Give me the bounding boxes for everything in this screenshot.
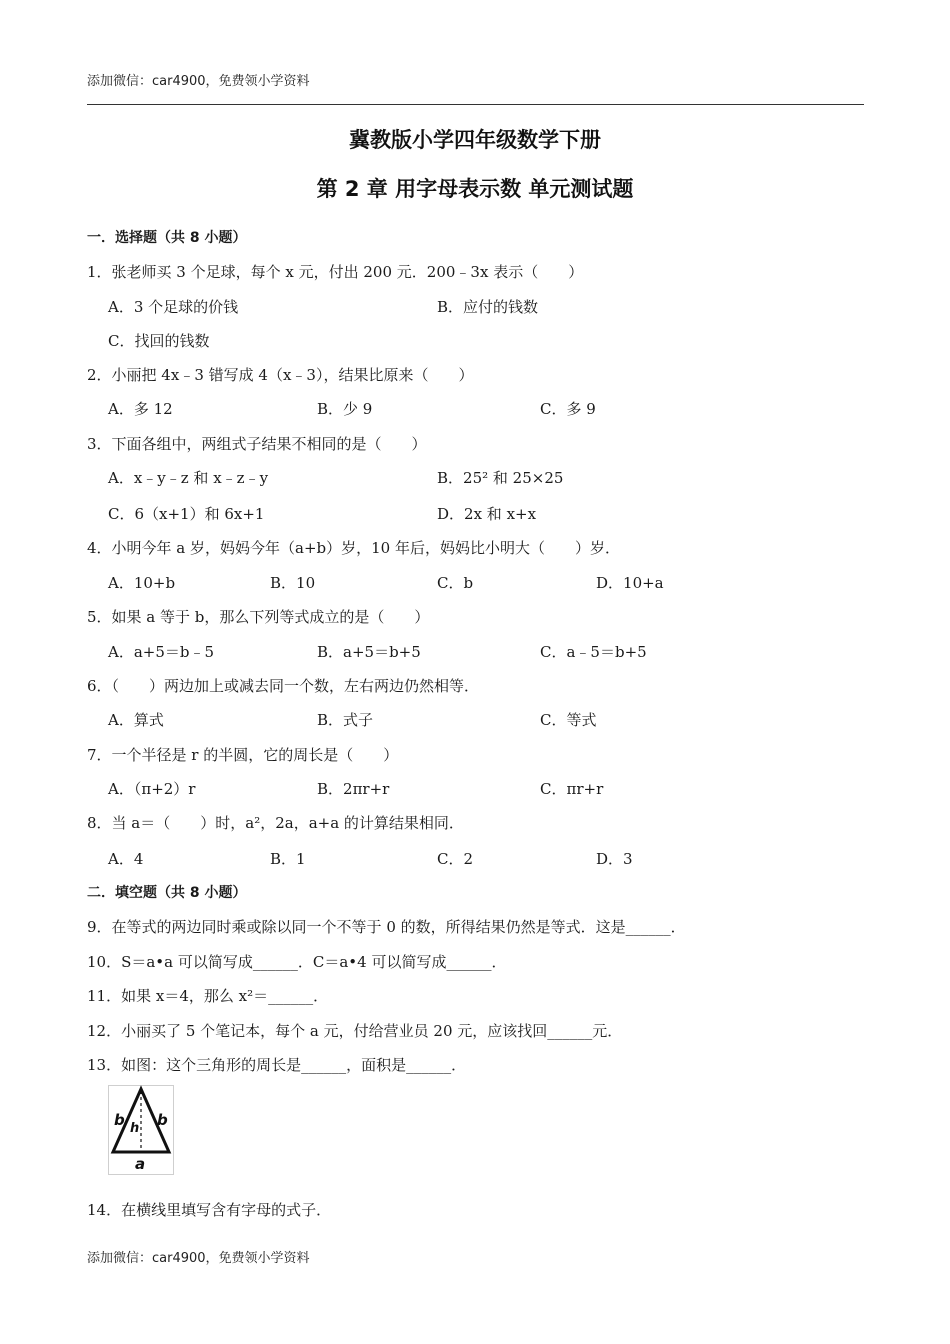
question-2-option-a: A．多 12 (108, 400, 173, 418)
question-2-option-c: C．多 9 (540, 400, 596, 418)
question-8: 8．当 a＝（ ）时，a²，2a，a+a 的计算结果相同． (87, 814, 464, 832)
question-10: 10．S＝a•a 可以简写成______．C＝a•4 可以简写成______． (87, 953, 507, 971)
question-9: 9．在等式的两边同时乘或除以同一个不等于 0 的数，所得结果仍然是等式．这是______． (87, 918, 686, 936)
question-4-option-c: C．b (437, 574, 474, 592)
question-2-option-b: B．少 9 (317, 400, 373, 418)
question-4-option-d: D．10+a (596, 574, 664, 592)
question-13: 13．如图：这个三角形的周长是______，面积是______． (87, 1056, 467, 1074)
question-12: 12．小丽买了 5 个笔记本，每个 a 元，付给营业员 20 元，应该找回______元． (87, 1022, 623, 1040)
question-1-option-b: B．应付的钱数 (437, 298, 539, 316)
label-side-left: b (114, 1111, 125, 1129)
label-base: a (135, 1155, 146, 1173)
page-title: 冀教版小学四年级数学下册 (349, 128, 601, 152)
question-5-option-c: C．a﹣5＝b+5 (540, 643, 647, 661)
question-6: 6．（ ）两边加上或减去同一个数，左右两边仍然相等． (87, 677, 480, 695)
question-4-option-a: A．10+b (108, 574, 176, 592)
question-6-option-a: A．算式 (108, 711, 164, 729)
question-8-option-d: D．3 (596, 850, 633, 868)
question-1-option-a: A．3 个足球的价钱 (108, 298, 239, 316)
label-side-right: b (157, 1111, 168, 1129)
triangle-figure (108, 1085, 174, 1175)
question-2: 2．小丽把 4x﹣3 错写成 4（x﹣3），结果比原来（ ） (87, 366, 474, 384)
question-6-option-c: C．等式 (540, 711, 597, 729)
page-subtitle: 第 2 章 用字母表示数 单元测试题 (316, 177, 634, 201)
question-7-option-b: B．2πr+r (317, 780, 390, 798)
question-5-option-b: B．a+5＝b+5 (317, 643, 421, 661)
question-8-option-a: A．4 (108, 850, 144, 868)
question-1-option-c: C．找回的钱数 (108, 332, 210, 350)
question-7: 7．一个半径是 r 的半圆，它的周长是（ ） (87, 746, 399, 764)
question-3: 3．下面各组中，两组式子结果不相同的是（ ） (87, 435, 427, 453)
question-4: 4．小明今年 a 岁，妈妈今年（a+b）岁，10 年后，妈妈比小明大（ ）岁． (87, 539, 620, 557)
question-4-option-b: B．10 (270, 574, 316, 592)
label-height: h (130, 1121, 140, 1136)
question-8-option-b: B．1 (270, 850, 306, 868)
question-11: 11．如果 x＝4，那么 x²＝______． (87, 987, 329, 1005)
question-5-option-a: A．a+5＝b﹣5 (108, 643, 215, 661)
section-fill-heading: 二．填空题（共 8 小题） (87, 885, 247, 901)
header-note: 添加微信：car4900，免费领小学资料 (87, 74, 310, 89)
question-3-option-d: D．2x 和 x+x (437, 505, 537, 523)
question-3-option-c: C．6（x+1）和 6x+1 (108, 505, 265, 523)
question-5: 5．如果 a 等于 b，那么下列等式成立的是（ ） (87, 608, 430, 626)
question-7-option-c: C．πr+r (540, 780, 604, 798)
question-3-option-a: A．x﹣y﹣z 和 x﹣z﹣y (108, 469, 269, 487)
header-divider (87, 104, 864, 105)
section-choice-heading: 一．选择题（共 8 小题） (87, 230, 247, 246)
question-7-option-a: A．（π+2）r (108, 780, 196, 798)
question-1: 1．张老师买 3 个足球，每个 x 元，付出 200 元．200﹣3x 表示（ ） (87, 263, 584, 281)
footer-note: 添加微信：car4900，免费领小学资料 (87, 1251, 310, 1266)
question-8-option-c: C．2 (437, 850, 474, 868)
question-6-option-b: B．式子 (317, 711, 374, 729)
question-3-option-b: B．25² 和 25×25 (437, 469, 564, 487)
question-14: 14．在横线里填写含有字母的式子． (87, 1201, 332, 1219)
